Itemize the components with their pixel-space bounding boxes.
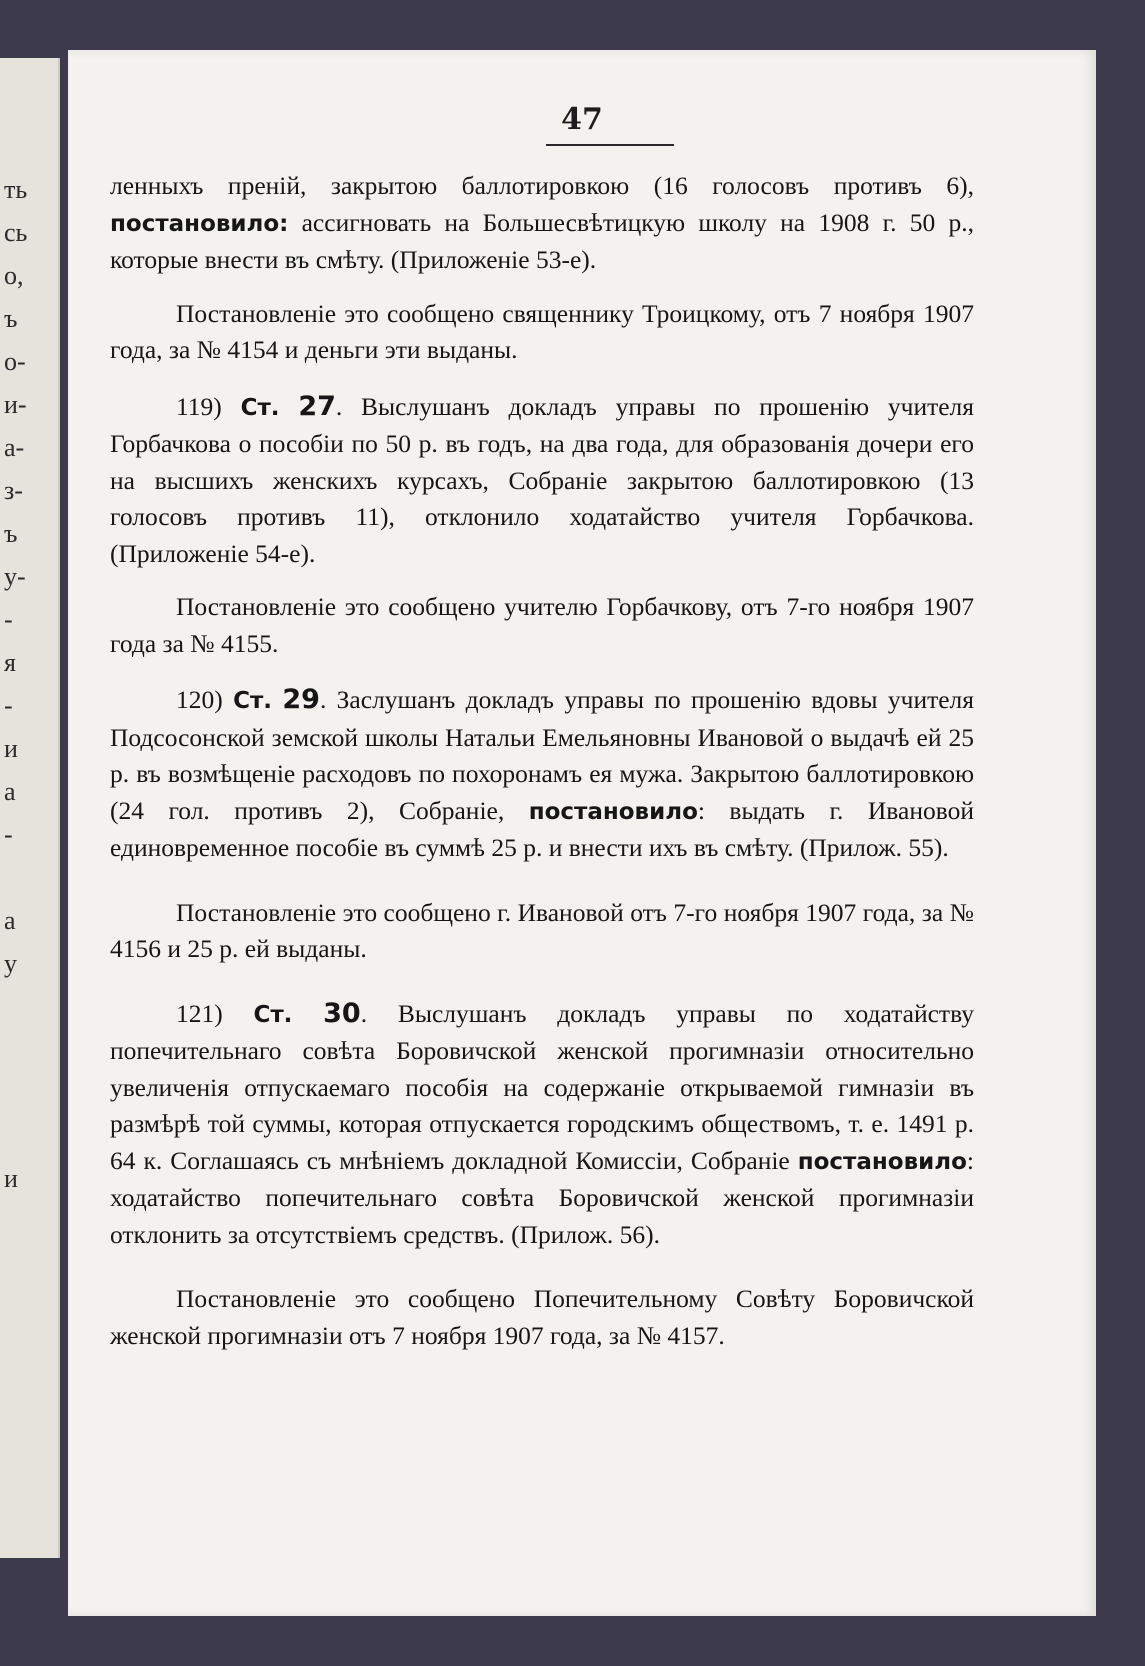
text-run xyxy=(272,685,282,714)
article-label: Ст. xyxy=(253,1001,293,1028)
left-page-fragment: у xyxy=(4,949,17,978)
document-page xyxy=(68,50,1096,1616)
paragraph-p2 xyxy=(110,296,974,369)
left-page-fragment xyxy=(4,856,54,899)
left-page-fragment: сь xyxy=(4,218,28,247)
left-page-fragment xyxy=(4,985,54,1028)
left-page-fragment: ъ xyxy=(4,304,18,333)
text-run: Постановленіе это сообщено священнику Троицкому, отъ 7 ноября 1907 года, за № 4154 и деньги эти выданы. xyxy=(110,298,974,364)
left-page-fragment: ъ xyxy=(4,519,18,548)
paragraph-p6 xyxy=(110,895,974,968)
left-page-fragment xyxy=(4,1200,54,1243)
bold-keyword: постановило xyxy=(797,1148,967,1175)
left-page-fragment xyxy=(4,1071,54,1114)
left-page-fragment xyxy=(4,1286,54,1329)
page-number-rule xyxy=(546,144,674,146)
text-run: 121) xyxy=(176,998,254,1028)
bold-keyword: постановило: xyxy=(110,210,289,237)
paragraph-p4 xyxy=(110,589,974,662)
text-run xyxy=(280,392,299,421)
article-label: Ст. xyxy=(233,688,273,714)
left-page-fragment: а xyxy=(4,777,16,806)
left-page-fragment xyxy=(4,1243,54,1286)
article-number: 29 xyxy=(282,684,320,715)
left-page-edge xyxy=(0,58,60,1558)
text-run: . Выслушанъ докладъ управы по прошенію учителя Горбачкова о пособіи по 50 р. въ годъ, на два года, для образованія дочери его на высшихъ женскихъ курсахъ, Собраніе закрытою баллотировкою (13 голосовъ противъ 11), отклонило ходатайство учителя Горбачкова. (Приложеніе 54-е). xyxy=(110,391,975,568)
text-run: ленныхъ преній, закрытою баллотировкою (16 голосовъ противъ 6), xyxy=(110,171,974,200)
left-page-fragment xyxy=(4,1028,54,1071)
text-run: 119) xyxy=(176,391,241,421)
left-page-fragment: з- xyxy=(4,476,23,505)
left-page-fragment: - xyxy=(4,691,13,720)
page-number: 47 xyxy=(561,102,603,137)
article-label: Ст. xyxy=(240,394,280,421)
left-page-fragment: и xyxy=(4,734,18,763)
text-run: : ходатайство попечительнаго совѣта Боровичской женской прогимназіи отклонить за отсутствіемъ средствъ. (Прилож. 56). xyxy=(110,1145,974,1249)
left-page-fragment: ть xyxy=(4,175,28,204)
text-run: : выдать г. Ивановой единовременное пособіе въ суммѣ 25 р. и внести ихъ въ смѣту. (Прилож. 55). xyxy=(110,795,974,862)
paragraph-p5 xyxy=(110,682,974,867)
article-number: 30 xyxy=(323,997,361,1029)
left-page-fragment: и- xyxy=(4,390,27,419)
left-page-fragment: у- xyxy=(4,562,26,591)
text-run: Постановленіе это сообщено учителю Горбачкову, отъ 7-го ноября 1907 года за № 4155. xyxy=(110,592,974,658)
left-page-text-fragments xyxy=(4,168,54,1372)
text-run xyxy=(292,999,323,1028)
article-number: 27 xyxy=(298,390,336,422)
left-page-fragment xyxy=(4,1329,54,1372)
left-page-fragment: и xyxy=(4,1164,18,1193)
text-run: Постановленіе это сообщено г. Ивановой отъ 7-го ноября 1907 года, за № 4156 и 25 р. ей выданы. xyxy=(110,897,974,963)
left-page-fragment: а- xyxy=(4,433,25,462)
text-run: ассигновать на Большесвѣтицкую школу на 1908 г. 50 р., которые внести въ смѣту. (Приложеніе 53-е). xyxy=(110,207,974,274)
paragraph-p3 xyxy=(110,389,974,573)
left-page-fragment: а xyxy=(4,906,16,935)
text-run: . Выслушанъ докладъ управы по ходатайству попечительнаго совѣта Боровичской женской прогимназіи относительно увеличенія отпускаемаго пособія на содержаніе открываемой гимназіи въ размѣрѣ той суммы, которая отпускается городскимъ обществомъ, т. е. 1491 р. 64 к. Соглашаясь съ мнѣніемъ докладной Комиссіи, Собраніе xyxy=(110,998,974,1175)
left-page-fragment: - xyxy=(4,605,13,634)
bold-keyword: постановило xyxy=(528,798,698,825)
paragraph-p8 xyxy=(110,1281,974,1354)
body-text xyxy=(110,168,974,1354)
left-page-fragment: о, xyxy=(4,261,24,290)
text-run: . Заслушанъ докладъ управы по прошенію вдовы учителя Подсосонской земской школы Натальи Емельяновны Ивановой о выдачѣ ей 25 р. въ возмѣщеніе расходовъ по похоронамъ ея мужа. Закрытою баллотировкою (24 гол. противъ 2), Собраніе, xyxy=(110,685,975,825)
left-page-fragment: о- xyxy=(4,347,26,376)
left-page-fragment: я xyxy=(4,648,16,677)
left-page-fragment xyxy=(4,1114,54,1157)
text-run: Постановленіе это сообщено Попечительному Совѣту Боровичской женской прогимназіи отъ 7 ноября 1907 года, за № 4157. xyxy=(110,1284,974,1350)
text-run: 120) xyxy=(176,685,234,714)
paragraph-p1 xyxy=(110,168,974,279)
paragraph-p7 xyxy=(110,996,974,1254)
left-page-fragment: - xyxy=(4,820,13,849)
